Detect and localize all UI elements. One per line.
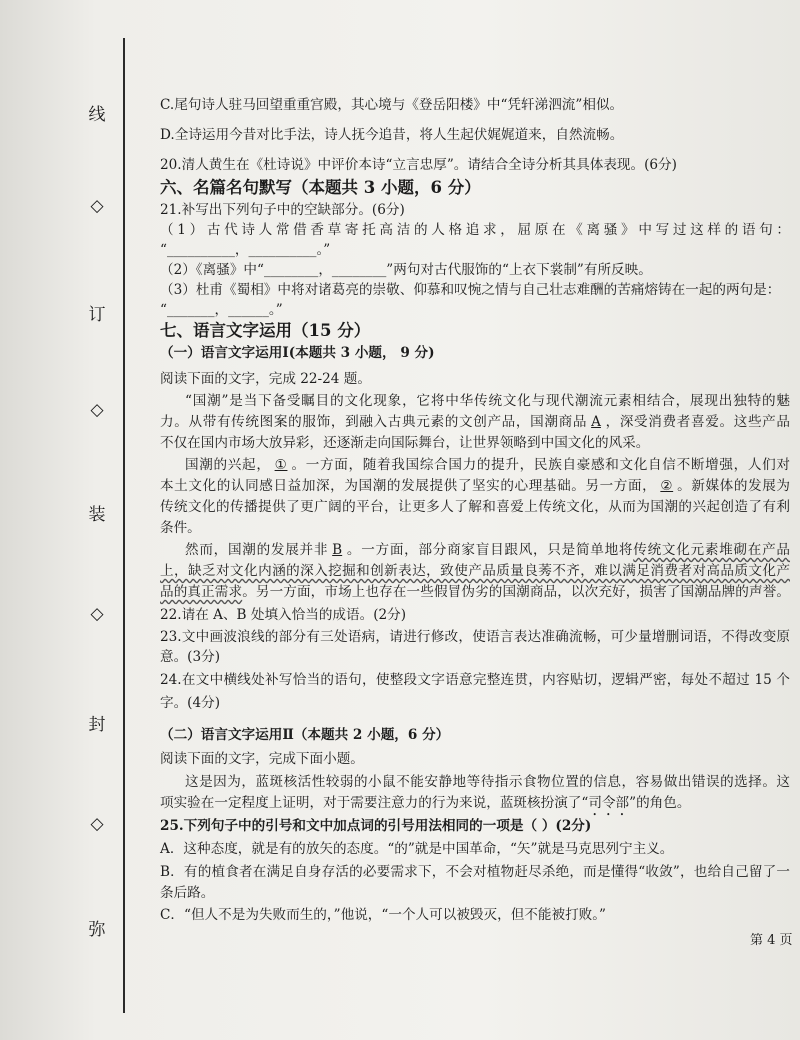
text-line [160, 562, 790, 580]
wavy-underlined-text: 品的真正需求 [160, 584, 243, 600]
text-line: 条后路。 [160, 885, 215, 901]
text-segment: 条件。 [160, 520, 201, 536]
text-line: （2）《离骚》中“________，________”两句对古代服饰的“上衣下裳制”有所反映。 [160, 262, 652, 278]
text-line: C．“但人不是为失败而生的，”他说，“一个人可以被毁灭，但不能被打败。” [160, 907, 607, 923]
text-line: 阅读下面的文字，完成 22-24 题。 [160, 371, 371, 387]
text-segment: 国潮的兴起， [185, 457, 271, 473]
diamond-icon: ◇ [90, 814, 104, 834]
text-line: （1）古代诗人常借香草寄托高洁的人格追求，屈原在《离骚》中写过这样的语句： [160, 222, 790, 238]
text-line: 23.文中画波浪线的部分有三处语病，请进行修改，使语言表达准确流畅，可少量增删词语，不得改变原 [160, 629, 790, 645]
text-line: C.尾句诗人驻马回望重重宫殿，其心境与《登岳阳楼》中“凭轩涕泗流”相似。 [160, 97, 624, 113]
fill-blank: ① [274, 457, 288, 473]
text-segment: ，深受消费者喜爱。这些产品 [604, 414, 791, 430]
dotted-emphasis-text: 司令部 [588, 795, 630, 811]
text-line: 六、名篇名句默写（本题共 3 小题，6 分） [160, 178, 481, 197]
text-segment: 。新媒体的发展为 [677, 478, 791, 494]
text-line: 字。(4分) [160, 695, 221, 711]
text-line: D.全诗运用今昔对比手法，诗人抚今追昔，将人生起伏娓娓道来，自然流畅。 [160, 127, 624, 143]
text-segment: 不仅在国内市场大放异彩，还逐渐走向国际舞台，让世界领略到中国文化的风采。 [160, 435, 650, 451]
text-segment: 本土文化的认同感日益加深，为国潮的发展提供了坚实的心理基础。另一方面， [160, 478, 657, 494]
text-segment: “国潮”是当下备受瞩目的文化现象，它将中华传统文化与现代潮流元素相结合，展现出独特的魅 [185, 393, 790, 409]
text-line [160, 583, 790, 601]
text-line [185, 541, 790, 559]
text-line [160, 413, 790, 431]
text-segment: 力。从带有传统图案的服饰，到融入古典元素的文创产品，国潮商品 [160, 414, 588, 430]
diamond-icon: ◇ [90, 196, 104, 216]
text-line [160, 498, 790, 516]
margin-label: 封 [88, 715, 106, 735]
text-line [185, 456, 790, 474]
diamond-icon: ◇ [90, 400, 104, 420]
text-line: 21.补写出下列句子中的空缺部分。(6分) [160, 202, 405, 218]
text-line: 七、语言文字运用（15 分） [160, 321, 371, 340]
text-segment: 。一方面，随着我国综合国力的提升，民族自豪感和文化自信不断增强，人们对 [291, 457, 791, 473]
text-line: （一）语言文字运用Ⅰ(本题共 3 小题， 9 分) [160, 345, 435, 361]
text-line: （二）语言文字运用Ⅱ（本题共 2 小题，6 分） [160, 727, 450, 743]
text-line: 意。(3分) [160, 649, 221, 665]
text-segment: 。另一方面，市场上也存在一些假冒伪劣的国潮商品，以次充好，损害了国潮品牌的声誉。 [242, 584, 790, 600]
text-line [160, 519, 201, 537]
margin-label: 订 [88, 305, 106, 325]
text-segment: ”的角色。 [629, 795, 691, 811]
text-line: 阅读下面的文字，完成下面小题。 [160, 751, 364, 767]
text-line: 22.请在 A、B 处填入恰当的成语。(2分) [160, 607, 407, 623]
margin-label: 线 [88, 105, 106, 125]
wavy-underlined-text: 上，缺乏对文化内涵的深入挖掘和创新表达，致使产品质量良莠不齐，难以满足消费者对高品质文化产 [160, 563, 790, 579]
page-number: 第 4 页 [750, 933, 793, 948]
text-segment: 项实验在一定程度上证明，对于需要注意力的行为来说，蓝斑核扮演了“ [160, 795, 589, 811]
fill-blank: ② [660, 478, 674, 494]
text-line [185, 773, 790, 791]
fill-blank: A [591, 414, 601, 430]
text-line [160, 434, 649, 452]
text-line: B．有的植食者在满足自身存活的必要需求下，不会对植物赶尽杀绝，而是懂得“收敛”，也给自己留了一 [160, 864, 790, 880]
text-line: 20.清人黄生在《杜诗说》中评价本诗“立言忠厚”。请结合全诗分析其具体表现。(6分) [160, 157, 677, 173]
text-line [160, 794, 690, 819]
margin-label: 装 [88, 505, 106, 525]
text-line [160, 477, 790, 495]
text-segment: 这是因为，蓝斑核活性较弱的小鼠不能安静地等待指示食物位置的信息，容易做出错误的选择。这 [185, 774, 790, 790]
margin-label: 弥 [88, 920, 106, 940]
diamond-icon: ◇ [90, 604, 104, 624]
text-line: A．这种态度，就是有的放矢的态度。“的”就是中国革命，“矢”就是马克思列宁主义。 [160, 841, 674, 857]
text-segment: 传统文化的传播提供了更广阔的平台，让更多人了解和喜爱上传统文化，从而为国潮的兴起创造了有利 [160, 499, 790, 515]
binding-line [123, 38, 125, 1013]
text-line: “_______，______。” [160, 302, 283, 318]
text-line: 24.在文中横线处补写恰当的语句，使整段文字语意完整连贯，内容贴切，逻辑严密，每处不超过 15 个 [160, 672, 790, 688]
wavy-underlined-text: 传统文化元素堆砌在产品 [633, 542, 791, 558]
text-line: 25.下列句子中的引号和文中加点词的引号用法相同的一项是（ ）(2分) [160, 818, 592, 834]
text-segment: 。一方面，部分商家盲目跟风，只是简单地将 [346, 542, 634, 558]
text-line: “__________，__________。” [160, 242, 331, 258]
text-segment: 然而，国潮的发展并非 [185, 542, 329, 558]
text-line: （3）杜甫《蜀相》中将对诸葛亮的崇敬、仰慕和叹惋之情与自己壮志难酬的苦痛熔铸在一起的两句是： [160, 282, 781, 298]
text-line [185, 392, 790, 410]
fill-blank: B [332, 542, 343, 558]
